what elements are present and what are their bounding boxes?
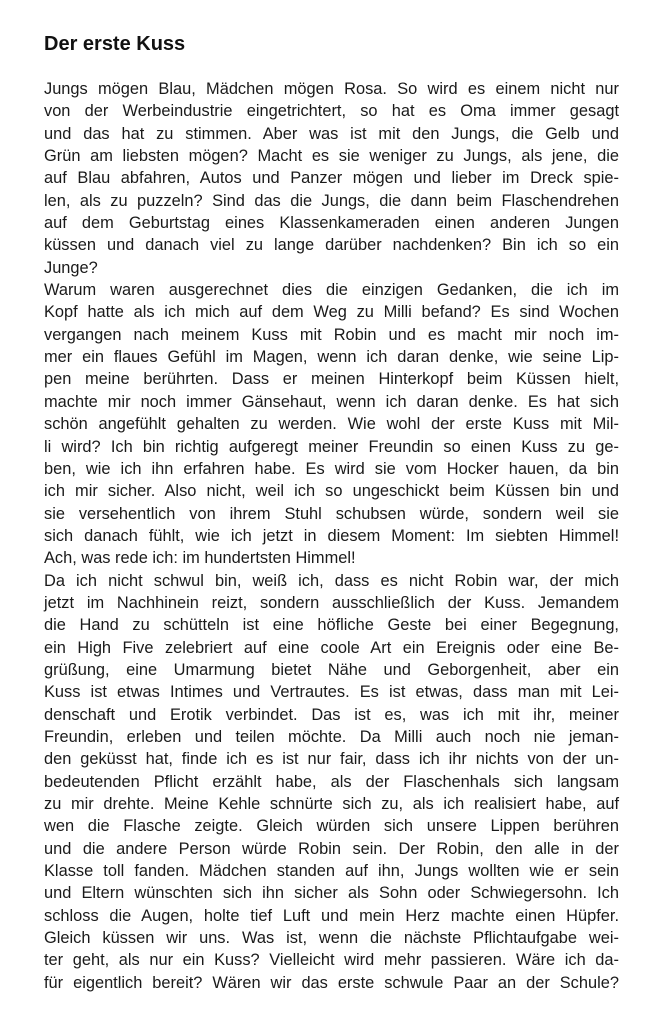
text-line: und Eltern wünschten sich ihn sicher als Sohn oder Schwiegersohn. Ich bbox=[44, 884, 619, 903]
text-line: sich danach fühlt, wie ich jetzt in diesem Moment: Im siebten Himmel! bbox=[44, 526, 619, 545]
document-page bbox=[44, 30, 619, 994]
text-line: küssen und danach viel zu lange darüber nachdenken? Bin ich so ein bbox=[44, 236, 619, 255]
text-line: wen die Flasche zeigte. Gleich würden sich unsere Lippen berühren bbox=[44, 817, 619, 836]
text-line: vergangen nach meinem Kuss mit Robin und es macht mir noch im- bbox=[44, 325, 619, 344]
text-line: ben, wie ich ihn erfahren habe. Es wird sie vom Hocker hauen, da bin bbox=[44, 459, 619, 478]
text-line: Klasse toll fanden. Mädchen standen auf ihn, Jungs wollten wie er sein bbox=[44, 862, 619, 881]
text-line: machte mir noch immer Gänsehaut, wenn ich daran denke. Es hat sich bbox=[44, 392, 619, 411]
text-line: mer ein flaues Gefühl im Magen, wenn ich daran denke, wie seine Lip- bbox=[44, 348, 619, 367]
text-line: grüßung, eine Umarmung bietet Nähe und Geborgenheit, aber ein bbox=[44, 660, 619, 679]
text-line: die Hand zu schütteln ist eine höfliche Geste bei einer Begegnung, bbox=[44, 616, 619, 635]
article-body bbox=[44, 78, 619, 994]
text-line: len, als zu puzzeln? Sind das die Jungs, die dann beim Flaschendrehen bbox=[44, 191, 619, 210]
text-line: jetzt im Nachhinein reizt, sondern ausschließlich der Kuss. Jemandem bbox=[44, 593, 619, 612]
text-line: Ach, was rede ich: im hundertsten Himmel! bbox=[44, 549, 356, 568]
text-line: Gleich küssen wir uns. Was ist, wenn die nächste Pflichtaufgabe wei- bbox=[44, 929, 619, 948]
text-line: Freundin, erleben und teilen möchte. Da Milli auch noch nie jeman- bbox=[44, 727, 619, 746]
text-line: von der Werbeindustrie eingetrichtert, so hat es Oma immer gesagt bbox=[44, 102, 619, 121]
text-line: Grün am liebsten mögen? Macht es sie weniger zu Jungs, als jene, die bbox=[44, 147, 619, 166]
text-line: und die andere Person würde Robin sein. Der Robin, den alle in der bbox=[44, 839, 619, 858]
text-line: schloss die Augen, holte tief Luft und mein Herz machte einen Hüpfer. bbox=[44, 906, 619, 925]
text-line: zu mir drehte. Meine Kehle schnürte sich zu, als ich realisiert habe, auf bbox=[44, 795, 619, 813]
text-line: denschaft und Erotik verbindet. Das ist es, was ich mit ihr, meiner bbox=[44, 705, 619, 724]
text-line: ein High Five zelebriert auf eine coole Art ein Ereignis oder eine Be- bbox=[44, 638, 619, 657]
text-line: Kopf hatte als ich mich auf dem Weg zu Milli befand? Es sind Wochen bbox=[44, 303, 619, 322]
text-line: auf Blau abfahren, Autos und Panzer mögen und lieber im Dreck spie- bbox=[44, 169, 619, 188]
text-line: li wird? Ich bin richtig aufgeregt meiner Freundin so einen Kuss zu ge- bbox=[44, 437, 619, 456]
text-line: Warum waren ausgerechnet dies die einzigen Gedanken, die ich im bbox=[44, 281, 619, 300]
text-line: Junge? bbox=[44, 258, 98, 277]
text-line: für eigentlich bereit? Wären wir das erste schwule Paar an der Schule? bbox=[44, 973, 619, 992]
text-line: bedeutenden Pflicht erzählt habe, als der Flaschenhals sich langsam bbox=[44, 772, 619, 791]
text-line: schön angefühlt gehalten zu werden. Wie wohl der erste Kuss mit Mil- bbox=[44, 415, 619, 434]
article-title: Der erste Kuss bbox=[44, 33, 186, 55]
text-line: Da ich nicht schwul bin, weiß ich, dass es nicht Robin war, der mich bbox=[44, 571, 619, 590]
text-line: ter geht, als nur ein Kuss? Vielleicht wird mehr passieren. Wäre ich da- bbox=[44, 951, 619, 970]
text-line: den geküsst hat, finde ich es ist nur fair, dass ich ihr nichts von der un- bbox=[44, 750, 619, 769]
text-line: sie versehentlich von ihrem Stuhl schubsen würde, sondern weil sie bbox=[44, 504, 619, 523]
text-line: und das hat zu stimmen. Aber was ist mit den Jungs, die Gelb und bbox=[44, 124, 619, 143]
text-line: auf dem Geburtstag eines Klassenkameraden einen anderen Jungen bbox=[44, 214, 619, 233]
text-line: Jungs mögen Blau, Mädchen mögen Rosa. So wird es einem nicht nur bbox=[44, 80, 619, 98]
text-line: pen meine berührten. Dass er meinen Hinterkopf beim Küssen hielt, bbox=[44, 370, 619, 389]
text-line: ich mir sicher. Also nicht, weil ich so ungeschickt beim Küssen bin und bbox=[44, 482, 619, 501]
text-line: Kuss ist etwas Intimes und Vertrautes. Es ist etwas, dass man mit Lei- bbox=[44, 683, 619, 702]
